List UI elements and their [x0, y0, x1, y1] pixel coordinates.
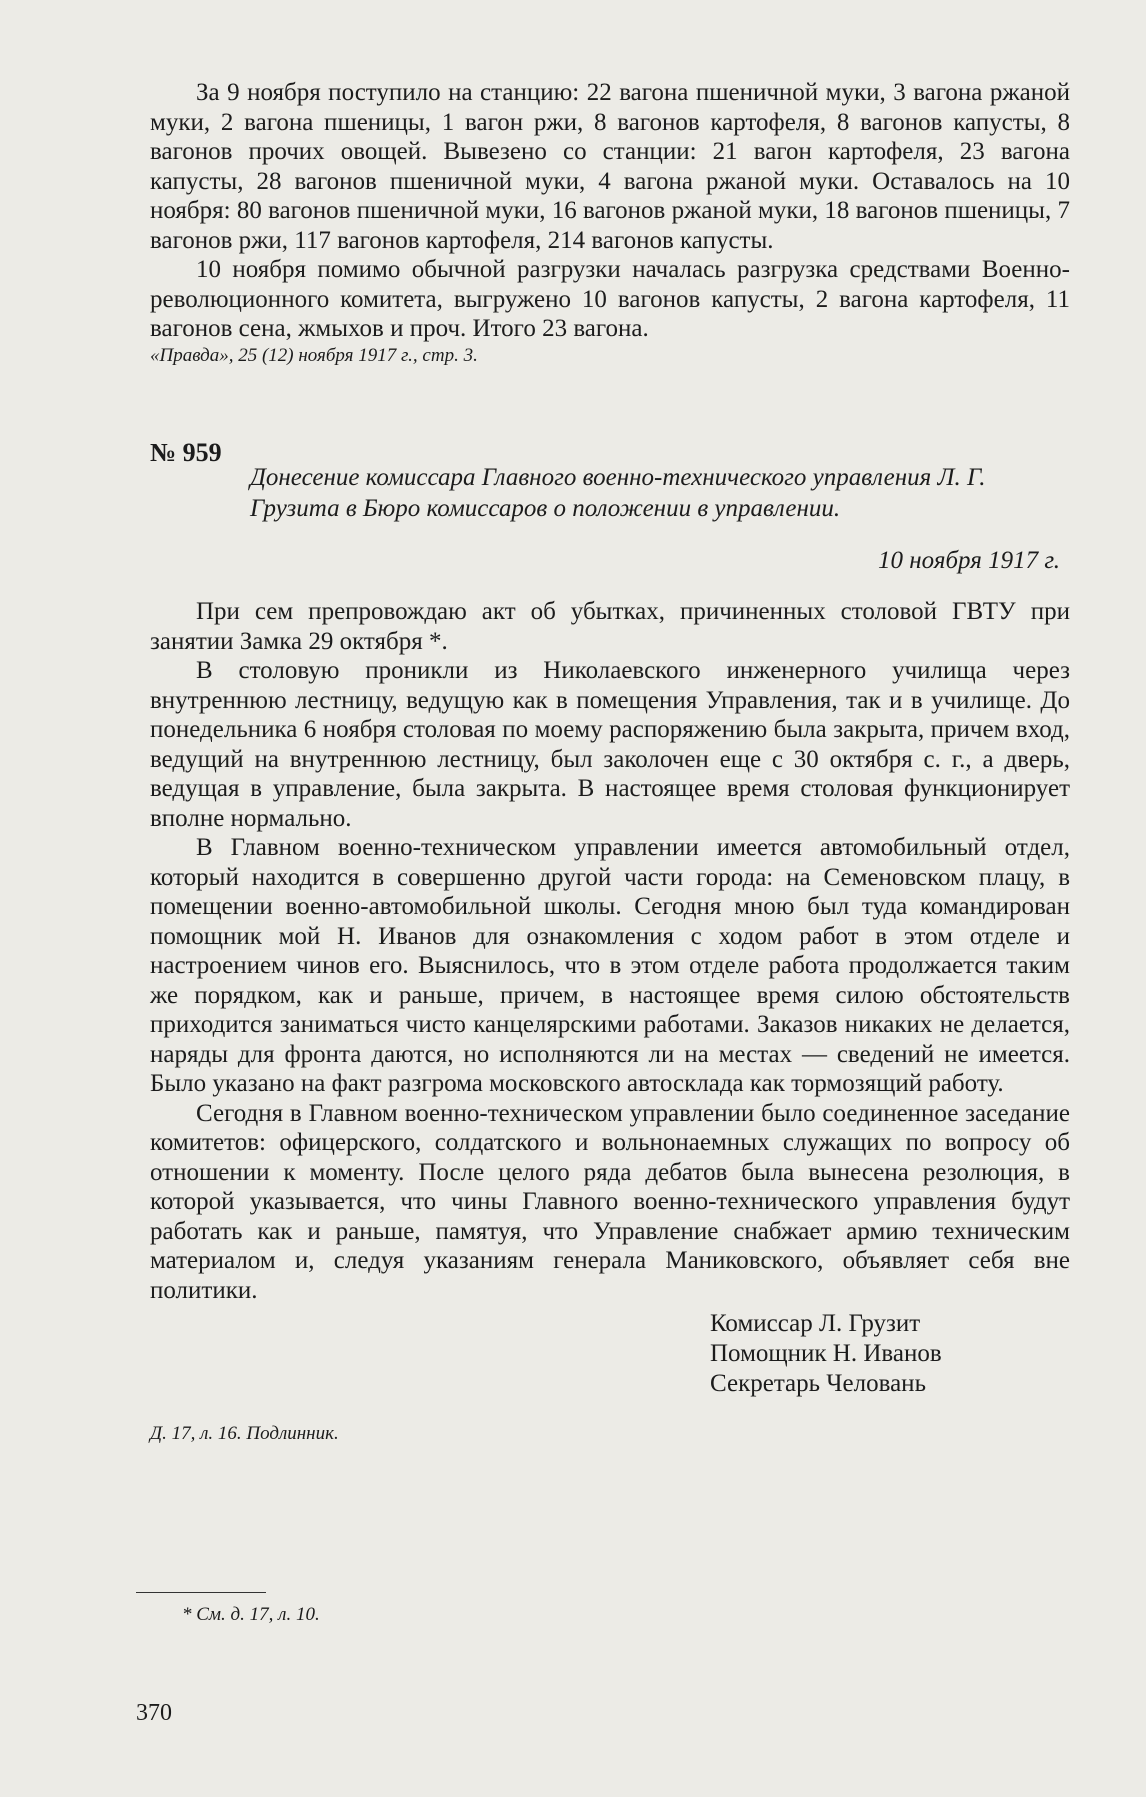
paragraph-act-of-losses: При сем препровождаю акт об убытках, причиненных столовой ГВТУ при занятии Замка 29 октября *. — [150, 598, 1070, 655]
signature-secretary: Секретарь Человань — [710, 1370, 926, 1397]
paragraph-committee-meeting: Сегодня в Главном военно-техническом управлении было соединенное заседание комитетов: офицерского, солдатского и вольнонаемных служащих по вопросу об отношении к моменту. После целого ряда дебатов была вынесена резолюция, в которой указывается, что чины Главного военно-технического управления будут работать как и раньше, памятуя, что Управление снабжает армию техническим материалом и, следуя указаниям генерала Маниковского, объявляет себя вне политики. — [150, 1099, 1070, 1304]
signature-block — [710, 1309, 1070, 1399]
source-citation: «Правда», 25 (12) ноября 1917 г., стр. 3. — [150, 344, 478, 366]
page-content — [150, 78, 1070, 1449]
paragraph-automobile-department: В Главном военно-техническом управлении имеется автомобильный отдел, который находится в совершенно другой части города: на Семеновском плацу, в помещении военно-автомобильной школы. Сегодня мною был туда командирован помощник мой Н. Иванов для ознакомления с ходом работ в этом отделе и настроением чинов его. Выяснилось, что в этом отделе работа продолжается таким же порядком, как и раньше, причем, в настоящее время силою обстоятельств приходится заниматься чисто канцелярскими работами. Заказов никаких не делается, наряды для фронта даются, но исполняются ли на местах — сведений не имеется. Было указано на факт разгрома московского автосклада как тормозящий работу. — [150, 834, 1070, 1097]
paragraph-canteen: В столовую проникли из Николаевского инженерного училища через внутреннюю лестницу, ведущую как в помещения Управления, так и в училище. До понедельника 6 ноября столовая по моему распоряжению была закрыта, причем вход, ведущий на внутреннюю лестницу, был заколочен еще с 30 октября с. г., а дверь, ведущая в управление, была закрыта. В настоящее время столовая функционирует вполне нормально. — [150, 657, 1070, 832]
signature-assistant: Помощник Н. Иванов — [710, 1340, 942, 1367]
paragraph-station-arrivals: За 9 ноября поступило на станцию: 22 вагона пшеничной муки, 3 вагона ржаной муки, 2 вагона пшеницы, 1 вагон ржи, 8 вагонов картофеля, 8 вагонов капусты, 8 вагонов прочих овощей. Вывезено со станции: 21 вагон картофеля, 23 вагона капусты, 28 вагонов пшеничной муки, 4 вагона ржаной муки. Оставалось на 10 ноября: 80 вагонов пшеничной муки, 16 вагонов ржаной муки, 18 вагонов пшеницы, 7 вагонов ржи, 117 вагонов картофеля, 214 вагонов капусты. — [150, 79, 1070, 254]
footnote-divider — [136, 1592, 266, 1593]
archive-reference: Д. 17, л. 16. Подлинник. — [150, 1423, 339, 1444]
signature-commissar: Комиссар Л. Грузит — [710, 1310, 921, 1337]
document-title: Донесение комиссара Главного военно-технического управления Л. Г. Грузита в Бюро комиссаров о положении в управлении. — [250, 463, 986, 522]
page-number: 370 — [136, 1700, 172, 1726]
document-date: 10 ноября 1917 г. — [878, 546, 1060, 574]
document-number: № 959 — [150, 437, 222, 467]
paragraph-unloading: 10 ноября помимо обычной разгрузки началась разгрузка средствами Военно-революционного комитета, выгружено 10 вагонов капусты, 2 вагона картофеля, 11 вагонов сена, жмыхов и проч. Итого 23 вагона. — [150, 256, 1070, 342]
footnote: * См. д. 17, л. 10. — [182, 1604, 320, 1625]
